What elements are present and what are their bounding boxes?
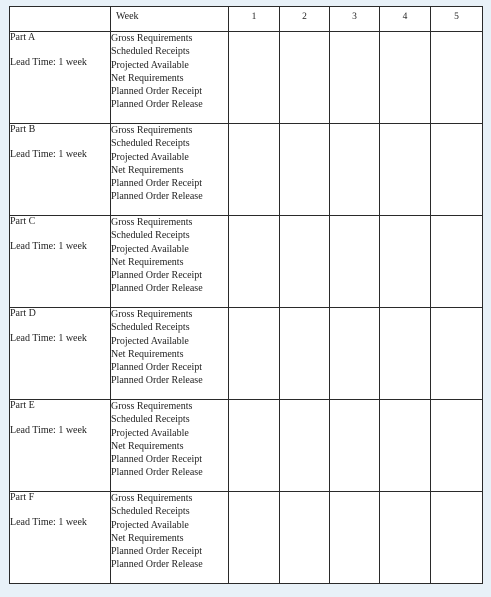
row-label: Planned Order Receipt (111, 178, 203, 190)
week-1-cell[interactable] (229, 216, 280, 308)
part-info-cell (10, 32, 111, 124)
row-label: Planned Order Receipt (111, 546, 203, 558)
row-label: Gross Requirements (111, 401, 193, 412)
week-5-cell[interactable] (431, 308, 483, 400)
part-row (10, 400, 483, 492)
part-info-cell (10, 492, 111, 584)
week-2-cell[interactable] (280, 308, 330, 400)
row-label: Gross Requirements (111, 33, 193, 44)
part-info-cell (10, 124, 111, 216)
week-3-cell[interactable] (330, 492, 380, 584)
week-4-cell[interactable] (380, 124, 431, 216)
row-label: Planned Order Release (111, 283, 203, 295)
row-label: Net Requirements (111, 348, 184, 360)
row-label: Planned Order Receipt (111, 270, 203, 282)
week-3-cell[interactable] (330, 216, 380, 308)
week-3-cell[interactable] (330, 400, 380, 492)
row-labels-cell (111, 492, 229, 584)
week-4-cell[interactable] (380, 492, 431, 584)
row-label: Scheduled Receipts (111, 506, 190, 518)
row-label: Planned Order Release (111, 99, 203, 111)
lead-time: Lead Time: 1 week (10, 149, 87, 160)
row-label: Scheduled Receipts (111, 322, 190, 334)
week-header: Week (111, 7, 229, 32)
week-number-3: 3 (330, 7, 380, 32)
week-4-cell[interactable] (380, 32, 431, 124)
lead-time: Lead Time: 1 week (10, 425, 87, 436)
week-5-cell[interactable] (431, 492, 483, 584)
row-label: Projected Available (111, 59, 189, 71)
week-3-cell[interactable] (330, 308, 380, 400)
week-2-cell[interactable] (280, 124, 330, 216)
part-name: Part A (10, 32, 36, 43)
row-label: Net Requirements (111, 440, 184, 452)
week-number-2: 2 (280, 7, 330, 32)
mrp-table (9, 6, 483, 584)
row-label: Planned Order Receipt (111, 454, 203, 466)
part-name: Part B (10, 124, 36, 135)
part-row (10, 308, 483, 400)
week-number-5: 5 (431, 7, 483, 32)
row-label: Net Requirements (111, 256, 184, 268)
row-labels-cell (111, 216, 229, 308)
part-info-cell (10, 308, 111, 400)
week-1-cell[interactable] (229, 308, 280, 400)
row-label: Planned Order Release (111, 467, 203, 479)
row-label: Gross Requirements (111, 125, 193, 136)
row-label: Planned Order Receipt (111, 86, 203, 98)
row-label: Scheduled Receipts (111, 138, 190, 150)
part-row (10, 216, 483, 308)
row-label: Scheduled Receipts (111, 414, 190, 426)
week-5-cell[interactable] (431, 124, 483, 216)
lead-time: Lead Time: 1 week (10, 57, 87, 68)
week-2-cell[interactable] (280, 492, 330, 584)
row-labels-cell (111, 308, 229, 400)
row-label: Gross Requirements (111, 217, 193, 228)
part-name: Part E (10, 400, 35, 411)
week-3-cell[interactable] (330, 32, 380, 124)
row-label: Gross Requirements (111, 493, 193, 504)
row-labels-cell (111, 32, 229, 124)
week-5-cell[interactable] (431, 216, 483, 308)
header-row (10, 7, 483, 32)
week-3-cell[interactable] (330, 124, 380, 216)
row-label: Projected Available (111, 519, 189, 531)
row-label: Planned Order Release (111, 559, 203, 571)
week-2-cell[interactable] (280, 400, 330, 492)
week-number-1: 1 (229, 7, 280, 32)
row-label: Projected Available (111, 243, 189, 255)
week-1-cell[interactable] (229, 492, 280, 584)
row-label: Planned Order Release (111, 191, 203, 203)
row-label: Net Requirements (111, 532, 184, 544)
row-labels-cell (111, 124, 229, 216)
week-4-cell[interactable] (380, 216, 431, 308)
row-label: Gross Requirements (111, 309, 193, 320)
row-label: Planned Order Receipt (111, 362, 203, 374)
week-4-cell[interactable] (380, 308, 431, 400)
part-info-cell (10, 400, 111, 492)
lead-time: Lead Time: 1 week (10, 517, 87, 528)
row-label: Net Requirements (111, 72, 184, 84)
lead-time: Lead Time: 1 week (10, 241, 87, 252)
lead-time: Lead Time: 1 week (10, 333, 87, 344)
week-number-4: 4 (380, 7, 431, 32)
row-label: Net Requirements (111, 164, 184, 176)
week-4-cell[interactable] (380, 400, 431, 492)
part-row (10, 124, 483, 216)
week-2-cell[interactable] (280, 216, 330, 308)
week-1-cell[interactable] (229, 32, 280, 124)
row-label: Planned Order Release (111, 375, 203, 387)
row-label: Projected Available (111, 335, 189, 347)
week-1-cell[interactable] (229, 124, 280, 216)
part-name: Part F (10, 492, 35, 503)
row-label: Projected Available (111, 427, 189, 439)
row-label: Projected Available (111, 151, 189, 163)
part-name: Part C (10, 216, 36, 227)
header-blank-cell (10, 7, 111, 32)
part-info-cell (10, 216, 111, 308)
week-5-cell[interactable] (431, 400, 483, 492)
part-name: Part D (10, 308, 36, 319)
week-2-cell[interactable] (280, 32, 330, 124)
week-5-cell[interactable] (431, 32, 483, 124)
part-row (10, 492, 483, 584)
row-label: Scheduled Receipts (111, 46, 190, 58)
row-label: Scheduled Receipts (111, 230, 190, 242)
week-1-cell[interactable] (229, 400, 280, 492)
part-row (10, 32, 483, 124)
row-labels-cell (111, 400, 229, 492)
